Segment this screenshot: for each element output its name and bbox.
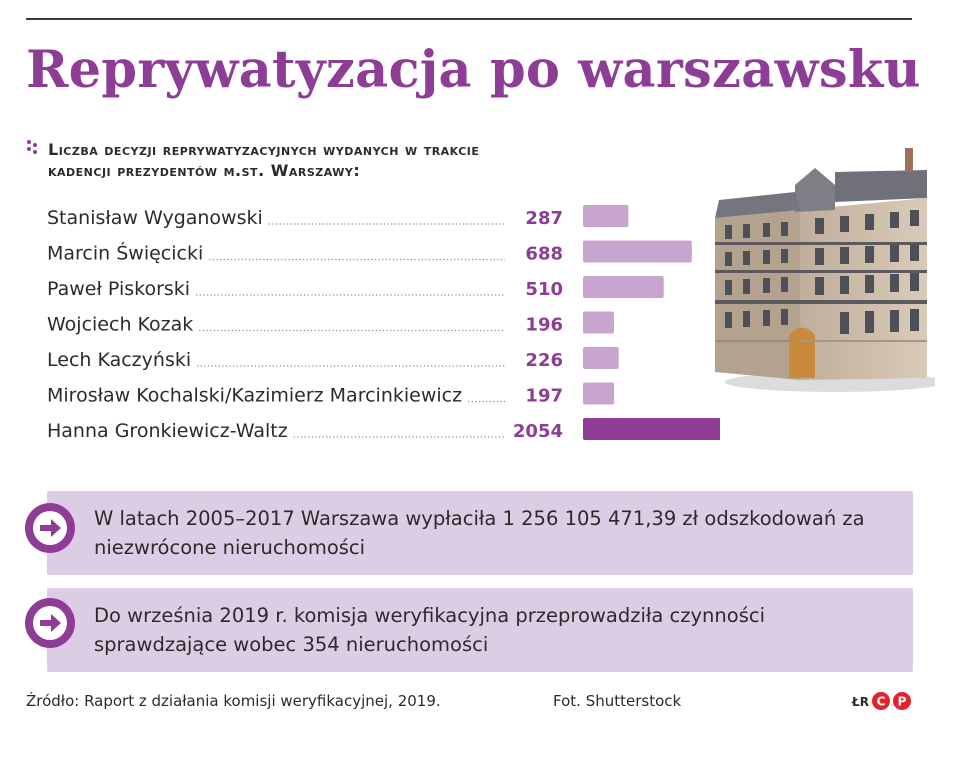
- info-box-payments: [47, 491, 913, 575]
- logo-letter-p: P: [897, 694, 907, 709]
- arrow-right-icon: [25, 503, 75, 553]
- building-illustration: [705, 140, 935, 395]
- bar-value-label: 226: [525, 350, 563, 371]
- subtitle-line-2: kadencji prezydentów m.st. Warszawy:: [48, 161, 361, 180]
- bar-value-label: 287: [525, 208, 563, 229]
- bar: [583, 347, 619, 369]
- bar-value-label: 2054: [512, 421, 563, 442]
- subtitle-line-1: Liczba decyzji reprywatyzacyjnych wydanych w trakcie: [48, 140, 480, 159]
- bar-value-label: 196: [525, 314, 563, 336]
- chart-subtitle: [48, 139, 728, 181]
- bar: [583, 383, 614, 405]
- bar-chart: [0, 195, 720, 450]
- bar-label: Marcin Święcicki: [47, 242, 204, 265]
- bar-label: Stanisław Wyganowski: [47, 207, 263, 229]
- bar: [583, 418, 720, 440]
- bar-label: Paweł Piskorski: [47, 278, 191, 300]
- page-title: Reprywatyzacja po warszawsku: [26, 40, 921, 100]
- info-text-commission: Do września 2019 r. komisja weryfikacyjna przeprowadziła czynności sprawdzające wobec 354 nieruchomości: [94, 604, 765, 656]
- bar-label: Wojciech Kozak: [47, 313, 194, 336]
- top-rule: [26, 18, 912, 20]
- bar-label: Hanna Gronkiewicz-Waltz: [47, 420, 288, 442]
- logo-letter-c: C: [876, 694, 886, 709]
- bar-label: Lech Kaczyński: [47, 349, 192, 371]
- author-initials: ŁR: [852, 695, 869, 709]
- arrow-right-icon: [25, 598, 75, 648]
- bar: [583, 312, 614, 334]
- bar-value-label: 510: [525, 279, 563, 300]
- bar: [583, 276, 664, 298]
- bar-label: Mirosław Kochalski/Kazimierz Marcinkiewicz: [47, 384, 463, 407]
- bar-value-label: 197: [525, 385, 563, 407]
- info-box-commission: [47, 588, 913, 672]
- cp-logo-icon: [871, 690, 913, 712]
- photo-credit: Fot. Shutterstock: [553, 692, 682, 710]
- source-note: Źródło: Raport z działania komisji weryfikacyjnej, 2019.: [26, 692, 441, 710]
- bar: [583, 241, 692, 263]
- bar-value-label: 688: [525, 243, 563, 265]
- subtitle-dots-icon: [26, 138, 40, 158]
- info-text-payments: W latach 2005–2017 Warszawa wypłaciła 1 256 105 471,39 zł odszkodowań za niezwrócone nieruchomości: [94, 507, 865, 559]
- bar: [583, 205, 628, 227]
